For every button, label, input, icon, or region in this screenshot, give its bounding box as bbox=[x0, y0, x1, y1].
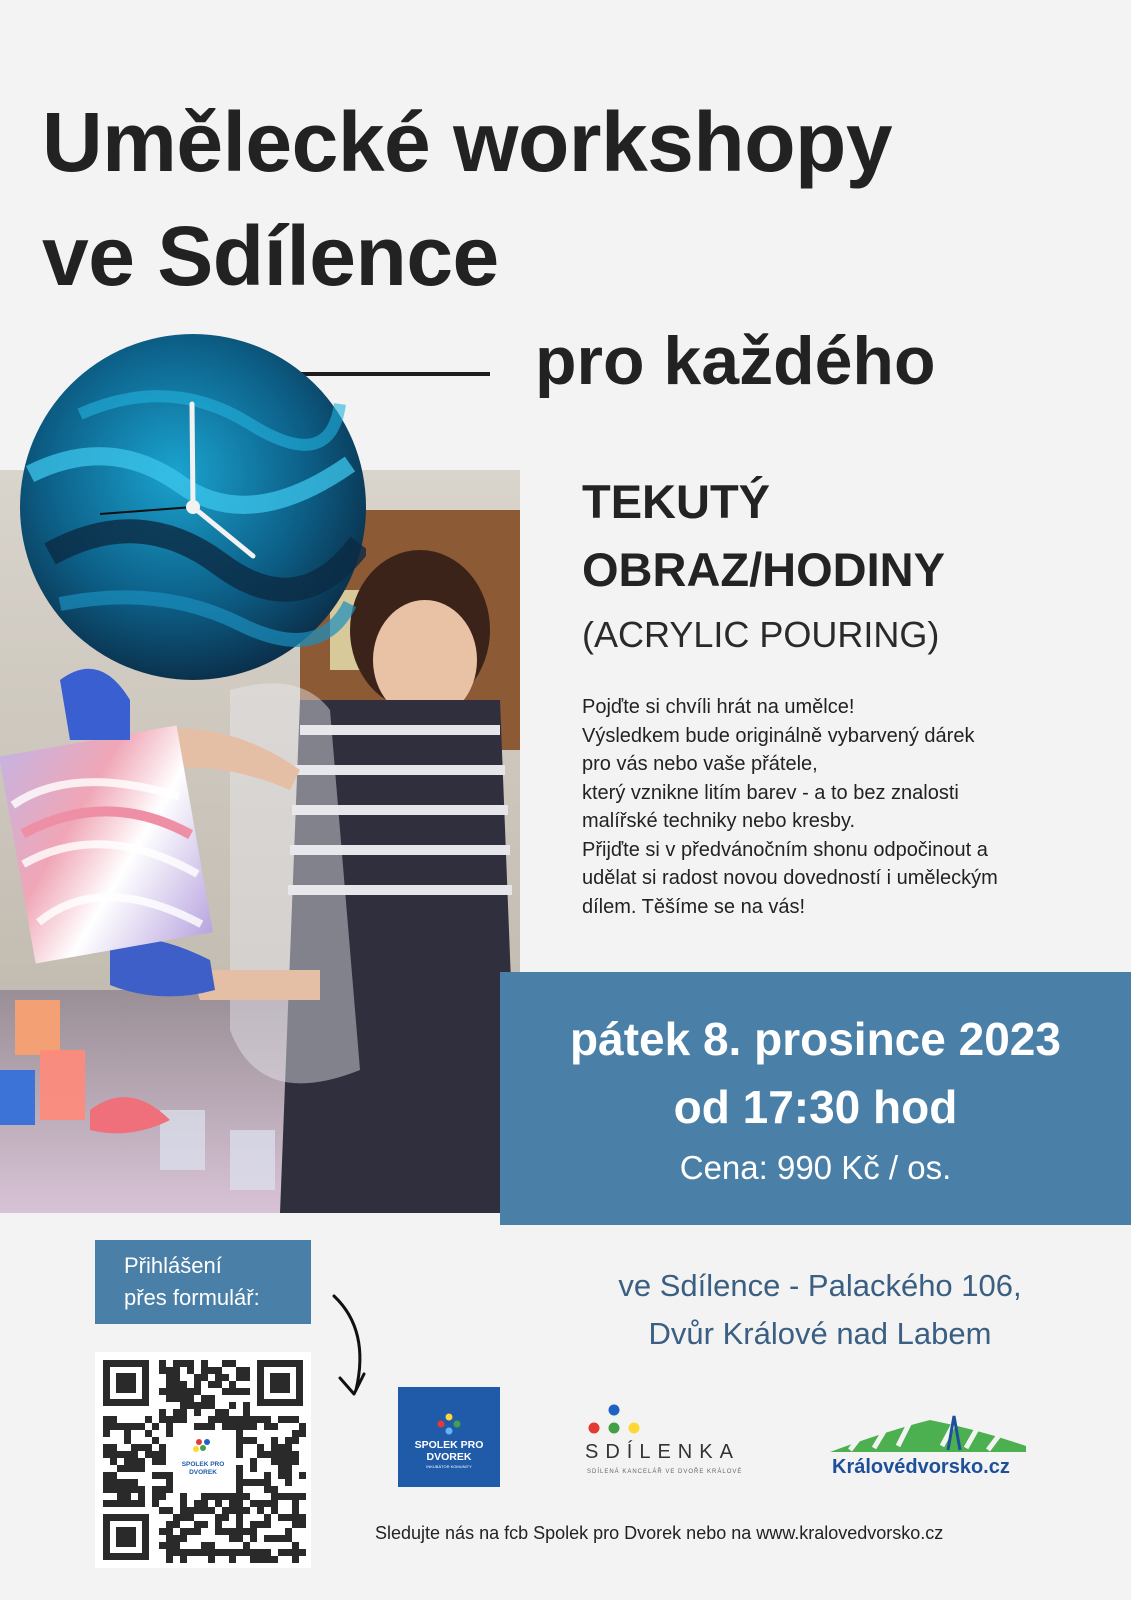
event-date: pátek 8. prosince 2023 bbox=[570, 1013, 1061, 1065]
workshop-technique: (ACRYLIC POURING) bbox=[582, 614, 940, 655]
registration-qr-code[interactable] bbox=[95, 1352, 311, 1568]
venue-address bbox=[560, 1262, 1080, 1358]
description-line: udělat si radost novou dovedností i uměleckým bbox=[582, 867, 998, 889]
description-line: pro vás nebo vaše přátele, bbox=[582, 753, 818, 775]
qr-center-text-1: SPOLEK PRO bbox=[181, 1461, 225, 1468]
event-time: od 17:30 hod bbox=[673, 1081, 958, 1133]
sdilenka-tagline: SDÍLENÁ KANCELÁŘ VE DVOŘE KRÁLOVÉ bbox=[587, 1469, 743, 1475]
title-line-2: ve Sdílence bbox=[42, 209, 499, 303]
dvorek-logo-line-2: DVOREK bbox=[426, 1451, 472, 1463]
sdilenka-logo bbox=[585, 1403, 755, 1473]
description-line: Výsledkem bude originálně vybarvený dárek bbox=[582, 724, 975, 747]
registration-label bbox=[95, 1240, 311, 1324]
registration-label-line-1: Přihlášení bbox=[124, 1253, 222, 1278]
footer-note: Sledujte nás na fcb Spolek pro Dvorek nebo na www.kralovedvorsko.cz bbox=[375, 1523, 944, 1543]
description-line: dílem. Těšíme se na vás! bbox=[582, 895, 806, 918]
description-line: Přijďte si v předvánočním shonu odpočinout a bbox=[582, 838, 988, 861]
title-line-1: Umělecké workshopy bbox=[42, 95, 893, 189]
description-line: Pojďte si chvíli hrát na umělce! bbox=[582, 696, 855, 718]
event-price: Cena: 990 Kč / os. bbox=[679, 1149, 952, 1186]
curved-arrow-icon bbox=[318, 1290, 378, 1410]
workshop-name-line-2: OBRAZ/HODINY bbox=[582, 543, 945, 596]
kralovedvorsko-logo bbox=[830, 1410, 1030, 1480]
kralovedvorsko-name: Královédvorsko.cz bbox=[832, 1456, 1010, 1478]
event-banner bbox=[500, 972, 1131, 1225]
poured-clock-image bbox=[20, 334, 366, 680]
dvorek-logo-tagline: INKUBÁTOR KOMUNITY bbox=[426, 1464, 472, 1469]
subtitle: pro každého bbox=[535, 323, 936, 399]
venue-line-2: Dvůr Králové nad Labem bbox=[648, 1316, 992, 1351]
workshop-name bbox=[582, 468, 945, 604]
venue-line-1: ve Sdílence - Palackého 106, bbox=[618, 1268, 1022, 1303]
sdilenka-name: SDÍLENKA bbox=[585, 1441, 740, 1463]
registration-label-line-2: přes formulář: bbox=[124, 1285, 260, 1310]
description-line: který vznikne litím barev - a to bez znalosti bbox=[582, 781, 959, 804]
workshop-name-line-1: TEKUTÝ bbox=[582, 475, 770, 528]
workshop-description bbox=[582, 693, 1102, 921]
spolek-pro-dvorek-logo bbox=[398, 1387, 500, 1487]
dvorek-logo-line-1: SPOLEK PRO bbox=[414, 1439, 484, 1451]
description-line: malířské techniky nebo kresby. bbox=[582, 810, 856, 832]
qr-center-text-2: DVOREK bbox=[189, 1469, 217, 1476]
